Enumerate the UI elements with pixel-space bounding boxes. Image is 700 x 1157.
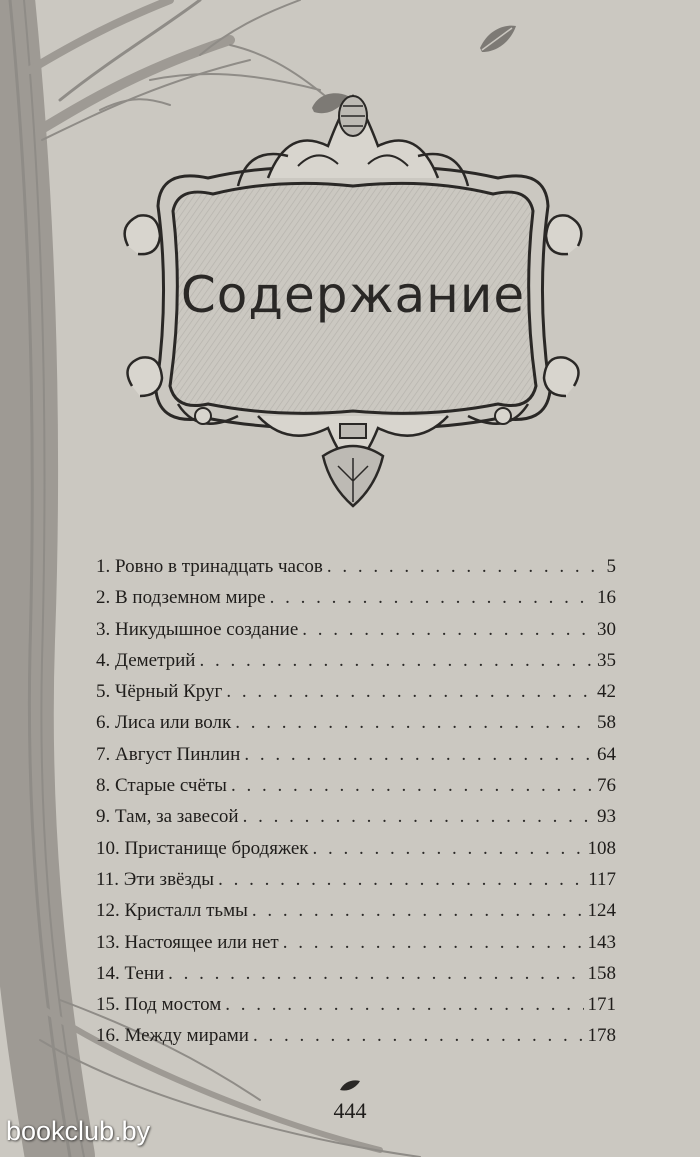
toc-entry-number: 10.: [96, 837, 120, 859]
toc-entry-page: 58: [597, 712, 616, 734]
toc-entry-number: 6.: [96, 712, 111, 734]
toc-entry-number: 3.: [96, 618, 111, 640]
toc-entry-number: 4.: [96, 649, 111, 671]
toc-entry-page: 117: [588, 868, 616, 890]
toc-entry-title: Деметрий: [115, 649, 196, 671]
toc-entry-page: 64: [597, 743, 616, 765]
toc-entry-page: 158: [587, 962, 616, 984]
toc-entry-number: 7.: [96, 743, 111, 765]
toc-leader-dots: [243, 806, 593, 828]
toc-entry-number: 9.: [96, 806, 111, 828]
toc-entry-number: 2.: [96, 587, 111, 609]
toc-entry-page: 171: [587, 994, 616, 1016]
toc-entry: [96, 932, 616, 963]
toc-leader-dots: [283, 932, 584, 954]
toc-leader-dots: [225, 994, 583, 1016]
table-of-contents: [96, 556, 616, 1057]
toc-entry: [96, 900, 616, 931]
toc-entry: [96, 838, 616, 869]
toc-entry: [96, 994, 616, 1025]
toc-entry-number: 14.: [96, 962, 120, 984]
toc-entry-number: 5.: [96, 681, 111, 703]
toc-entry-page: 30: [597, 618, 616, 640]
toc-entry-number: 1.: [96, 556, 111, 577]
toc-entry-title: Никудышное создание: [115, 618, 299, 640]
page-number: 444: [333, 1098, 367, 1123]
toc-entry-title: Старые счёты: [115, 775, 227, 797]
watermark: bookclub.by: [6, 1116, 151, 1146]
toc-entry-title: Чёрный Круг: [115, 681, 223, 703]
toc-entry-page: 5: [606, 556, 616, 577]
toc-entry-title: Эти звёзды: [123, 868, 215, 890]
toc-leader-dots: [327, 556, 603, 578]
toc-entry-page: 108: [587, 837, 616, 859]
toc-leader-dots: [235, 712, 593, 734]
toc-leader-dots: [231, 775, 593, 797]
toc-entry-page: 93: [597, 806, 616, 828]
toc-entry: [96, 806, 616, 837]
toc-entry-number: 12.: [96, 900, 120, 922]
toc-entry-page: 143: [587, 931, 616, 953]
toc-entry-title: Под мостом: [124, 994, 222, 1016]
toc-entry: [96, 712, 616, 743]
page-title: Содержание: [180, 266, 526, 324]
leaf-icon: [478, 22, 518, 56]
toc-entry-number: 16.: [96, 1025, 120, 1047]
toc-entry: [96, 869, 616, 900]
toc-entry: [96, 556, 616, 587]
toc-entry-number: 8.: [96, 775, 111, 797]
toc-entry-title: Ровно в тринадцать часов: [115, 556, 323, 577]
toc-entry-title: Август Пинлин: [115, 743, 241, 765]
toc-entry: [96, 775, 616, 806]
toc-leader-dots: [244, 744, 593, 766]
toc-leader-dots: [226, 681, 593, 703]
toc-leader-dots: [253, 1025, 584, 1047]
leaf-ornament-icon: [338, 1078, 362, 1094]
toc-entry: [96, 587, 616, 618]
toc-entry-number: 11.: [96, 868, 120, 890]
toc-entry-title: Лиса или волк: [115, 712, 232, 734]
toc-leader-dots: [199, 650, 593, 672]
toc-entry-title: Пристанище бродяжек: [124, 837, 309, 859]
toc-entry-title: Между мирами: [124, 1025, 249, 1047]
toc-entry-page: 76: [597, 775, 616, 797]
toc-entry-page: 35: [597, 649, 616, 671]
toc-entry-page: 16: [597, 587, 616, 609]
toc-leader-dots: [270, 587, 593, 609]
toc-entry-title: Настоящее или нет: [124, 931, 279, 953]
toc-entry: [96, 650, 616, 681]
toc-entry-title: В подземном мире: [115, 587, 266, 609]
toc-leader-dots: [302, 619, 593, 641]
toc-entry-title: Тени: [124, 962, 165, 984]
toc-leader-dots: [168, 963, 583, 985]
toc-entry-page: 124: [587, 900, 616, 922]
toc-entry: [96, 681, 616, 712]
toc-leader-dots: [252, 900, 584, 922]
toc-entry: [96, 1025, 616, 1056]
toc-entry-title: Кристалл тьмы: [124, 900, 248, 922]
toc-entry-number: 15.: [96, 994, 120, 1016]
toc-leader-dots: [218, 869, 584, 891]
toc-leader-dots: [313, 838, 584, 860]
toc-entry: [96, 963, 616, 994]
toc-entry-page: 178: [587, 1025, 616, 1047]
toc-entry-title: Там, за завесой: [115, 806, 239, 828]
toc-entry: [96, 744, 616, 775]
toc-entry: [96, 619, 616, 650]
ornamental-frame: [118, 86, 588, 516]
toc-entry-page: 42: [597, 681, 616, 703]
toc-entry-number: 13.: [96, 931, 120, 953]
